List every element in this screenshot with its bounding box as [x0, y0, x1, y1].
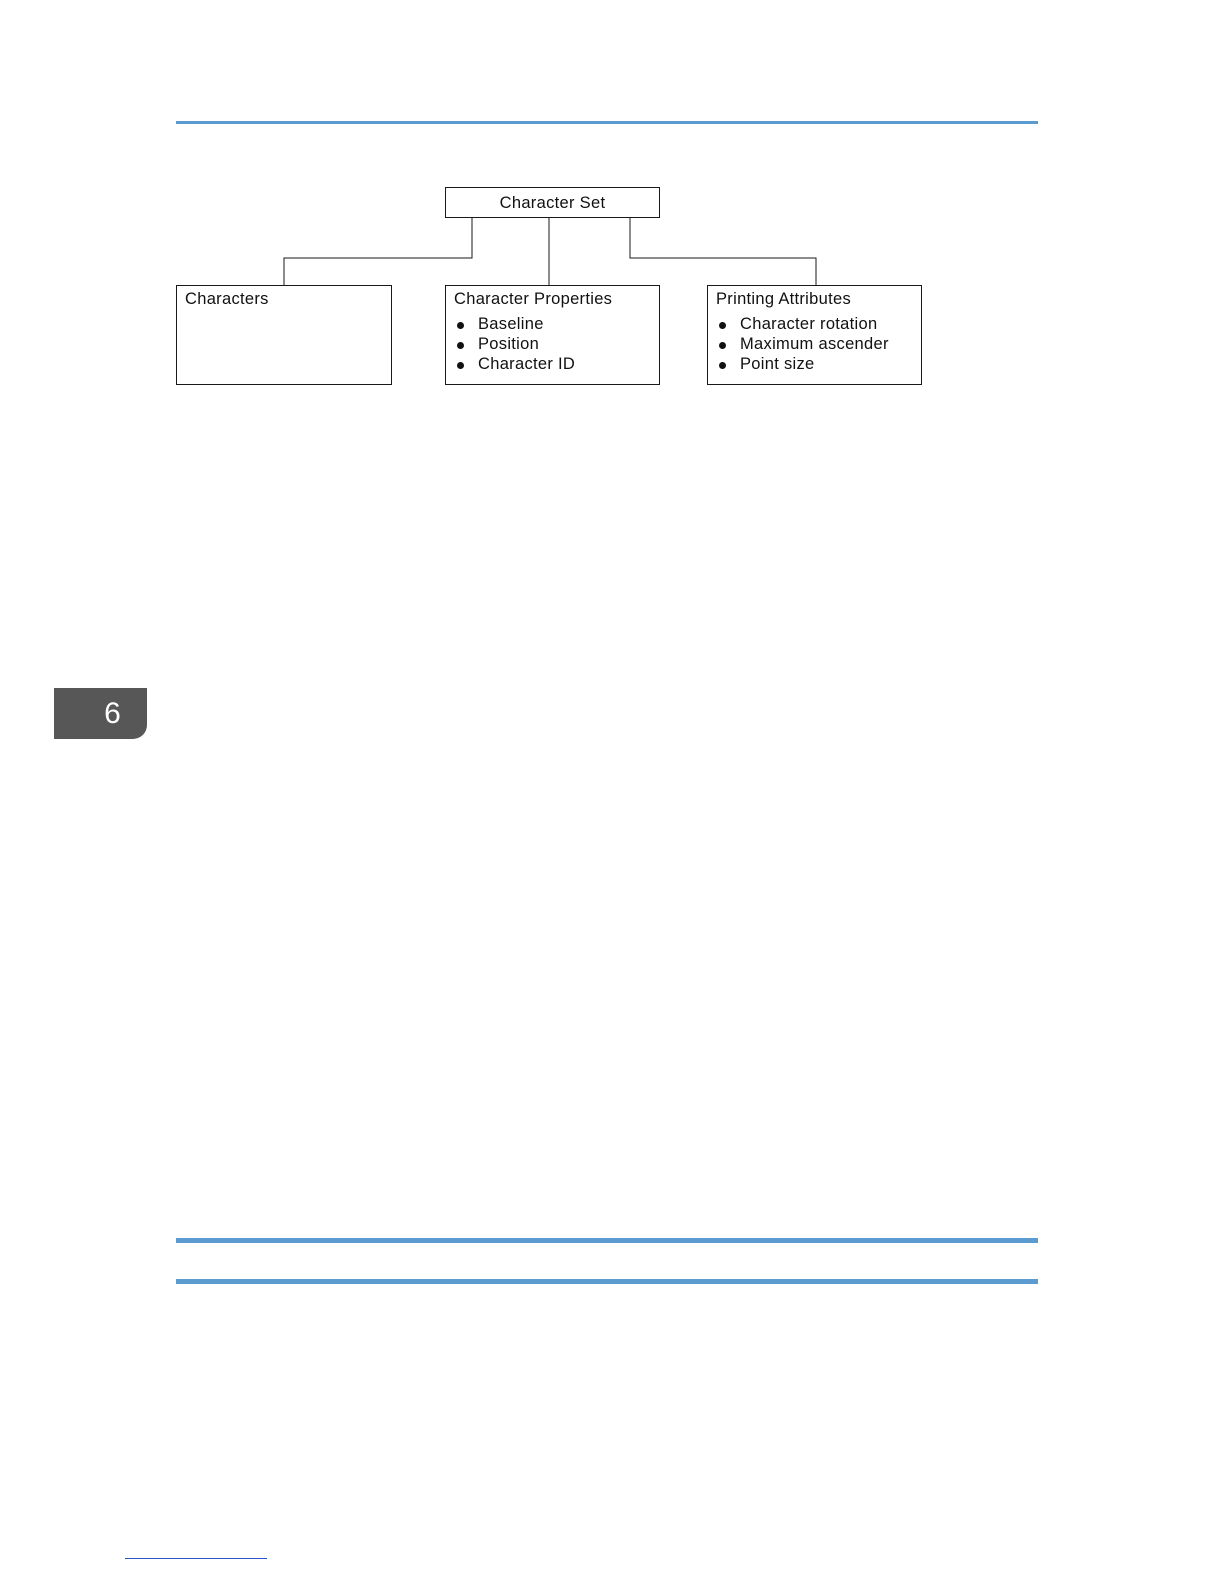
characters-box	[176, 285, 392, 385]
character-set-box: Character Set	[445, 187, 660, 218]
connector-printing-attributes	[630, 218, 816, 285]
list-item	[716, 315, 913, 335]
list-item-label: Maximum ascender	[740, 334, 889, 353]
connector-characters	[284, 218, 472, 285]
list-item	[454, 315, 651, 335]
character-properties-box	[445, 285, 660, 385]
list-item-label: Character rotation	[740, 315, 878, 333]
printing-attributes-box	[707, 285, 922, 385]
bullet-icon	[457, 342, 464, 349]
section-rule-lower	[176, 1279, 1038, 1284]
printing-attributes-list	[716, 315, 913, 374]
list-item-label: Baseline	[478, 315, 544, 333]
bullet-icon	[719, 322, 726, 329]
bullet-icon	[457, 362, 464, 369]
bullet-icon	[719, 342, 726, 349]
footer-link-underline[interactable]	[125, 1558, 267, 1559]
characters-box-title: Characters	[185, 290, 269, 308]
list-item-label: Position	[478, 334, 540, 353]
list-item	[454, 355, 651, 375]
chapter-tab: 6	[54, 688, 147, 739]
character-set-diagram	[0, 0, 1224, 420]
bullet-icon	[457, 322, 464, 329]
list-item	[454, 335, 651, 355]
section-rule-upper	[176, 1238, 1038, 1243]
character-properties-list	[454, 315, 651, 374]
list-item-label: Character ID	[478, 354, 576, 373]
list-item	[716, 355, 913, 375]
list-item-label: Point size	[740, 354, 815, 373]
bullet-icon	[719, 362, 726, 369]
character-properties-box-title: Character Properties	[454, 290, 613, 308]
printing-attributes-box-title: Printing Attributes	[716, 290, 852, 308]
list-item	[716, 335, 913, 355]
